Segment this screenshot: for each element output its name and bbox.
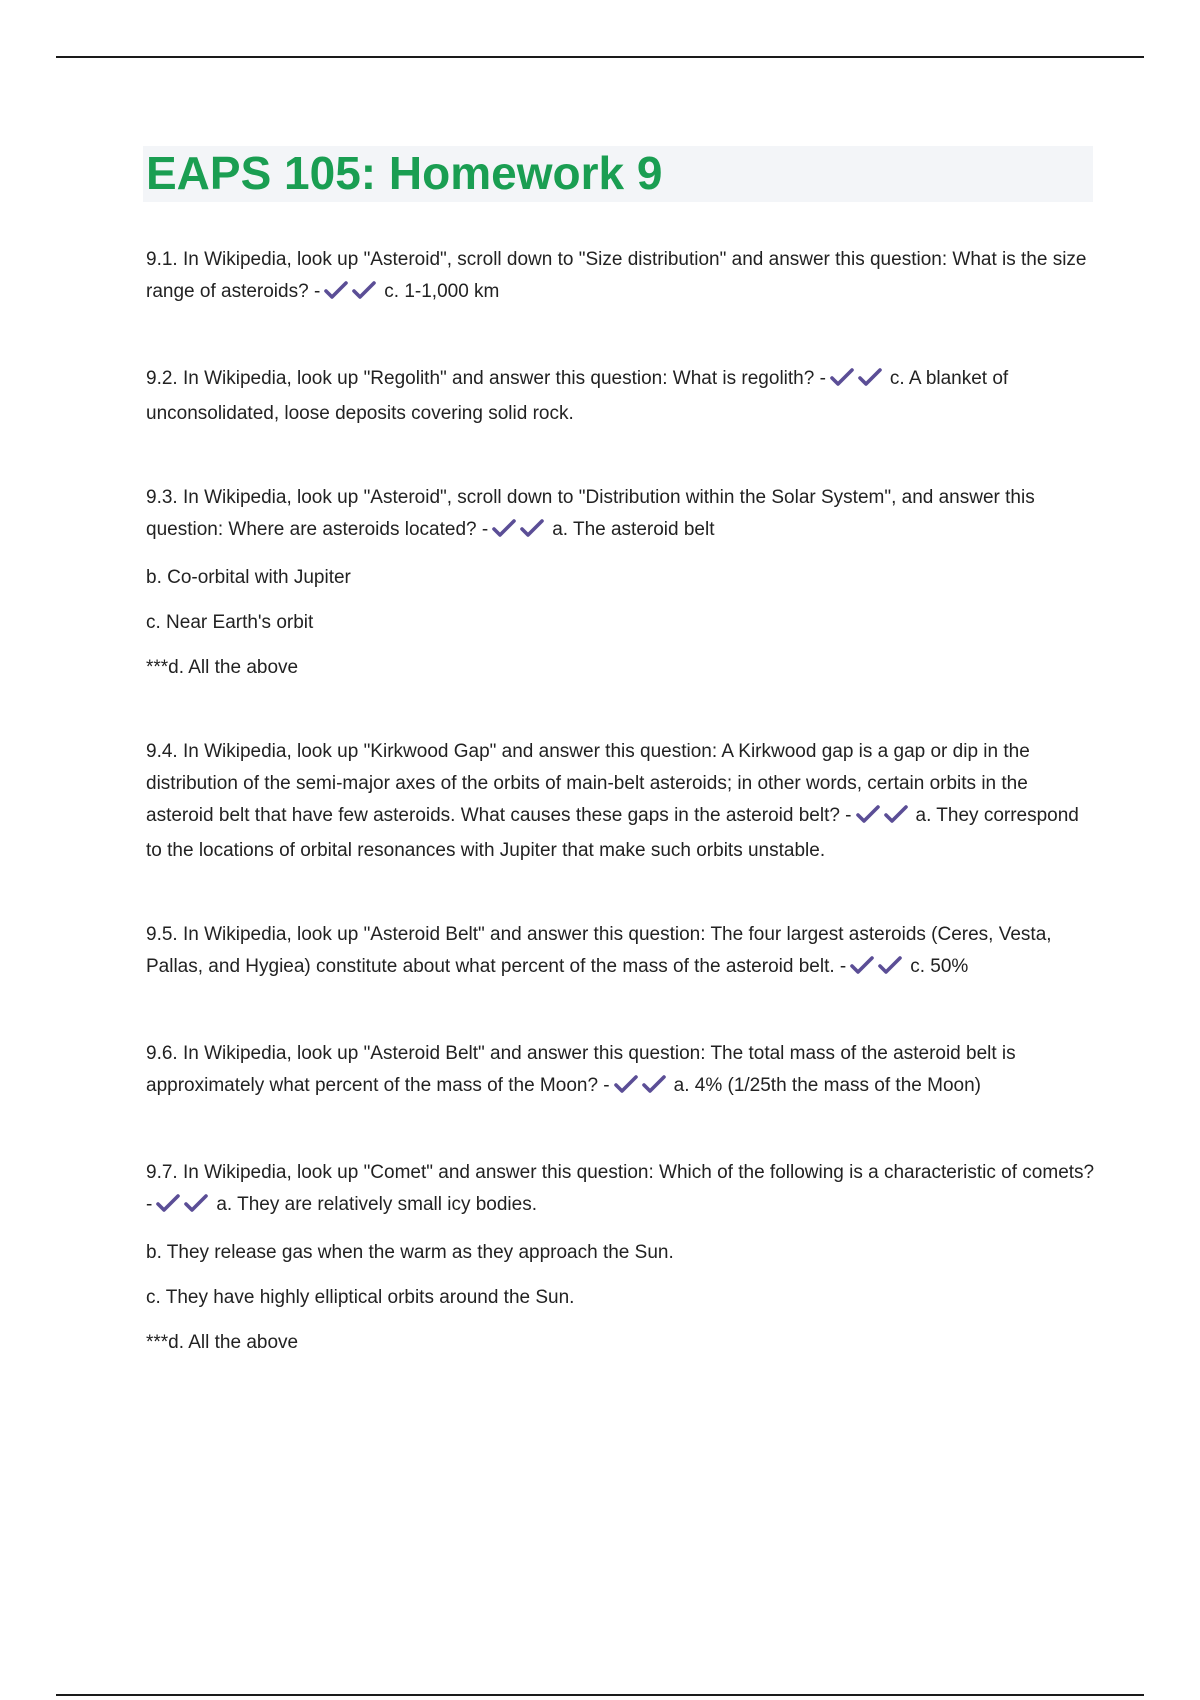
question-paragraph — [146, 363, 1096, 430]
check-mark-icon — [492, 518, 516, 538]
question-text: 9.2. In Wikipedia, look up "Regolith" and answer this question: What is regolith? - — [146, 368, 826, 389]
check-mark-icon — [614, 1074, 638, 1094]
check-marks — [156, 1192, 212, 1224]
check-marks — [324, 279, 380, 311]
question-item — [146, 1038, 1096, 1105]
question-item — [146, 919, 1096, 986]
question-text: 9.4. In Wikipedia, look up "Kirkwood Gap" and answer this question: A Kirkwood gap is a gap or dip in the distribution of the semi-major axes of the orbits of main-belt asteroids; in other words, certain orbits in the asteroid belt that have few asteroids. What causes these gaps in the asteroid belt? - — [146, 741, 1030, 826]
question-paragraph — [146, 482, 1096, 549]
question-item — [146, 1157, 1096, 1359]
answer-text: a. The asteroid belt — [552, 519, 715, 540]
check-mark-icon — [352, 280, 376, 300]
question-paragraph — [146, 1038, 1096, 1105]
answer-option: c. Near Earth's orbit — [146, 612, 314, 633]
check-mark-icon — [642, 1074, 666, 1094]
question-item — [146, 244, 1096, 311]
answer-option: c. They have highly elliptical orbits around the Sun. — [146, 1287, 575, 1308]
page-title: EAPS 105: Homework 9 — [146, 147, 663, 199]
check-mark-icon — [520, 518, 544, 538]
check-marks — [850, 954, 906, 986]
check-mark-icon — [858, 367, 882, 387]
question-item — [146, 363, 1096, 430]
question-text: 9.6. In Wikipedia, look up "Asteroid Belt" and answer this question: The total mass of the asteroid belt is approximately what percent of the mass of the Moon? - — [146, 1043, 1016, 1096]
answer-option: ***d. All the above — [146, 1332, 299, 1353]
answer-text: c. 50% — [910, 956, 969, 977]
footer-rule — [56, 1694, 1144, 1696]
question-text: 9.1. In Wikipedia, look up "Asteroid", scroll down to "Size distribution" and answer this question: What is the size range of asteroids? - — [146, 249, 1087, 302]
answer-text: a. They correspond to the locations of orbital resonances with Jupiter that make such orbits unstable. — [146, 805, 1079, 861]
question-paragraph — [146, 1157, 1096, 1224]
check-mark-icon — [850, 955, 874, 975]
answer-text: c. 1-1,000 km — [384, 281, 500, 302]
answer-text: a. 4% (1/25th the mass of the Moon) — [673, 1075, 981, 1096]
check-mark-icon — [156, 1193, 180, 1213]
question-paragraph — [146, 736, 1096, 867]
answer-option: ***d. All the above — [146, 657, 299, 678]
question-item — [146, 482, 1096, 684]
question-paragraph — [146, 919, 1096, 986]
questions-list — [146, 244, 1096, 1359]
question-text: 9.5. In Wikipedia, look up "Asteroid Belt" and answer this question: The four largest asteroids (Ceres, Vesta, Pallas, and Hygiea) constitute about what percent of the mass of the asteroid belt. - — [146, 924, 1052, 977]
question-paragraph — [146, 244, 1096, 311]
header-rule — [56, 56, 1144, 58]
question-text: 9.7. In Wikipedia, look up "Comet" and answer this question: Which of the following is a characteristic of comets? - — [146, 1162, 1095, 1215]
check-mark-icon — [184, 1193, 208, 1213]
question-item — [146, 736, 1096, 867]
check-marks — [830, 366, 886, 398]
check-marks — [614, 1073, 670, 1105]
check-mark-icon — [884, 804, 908, 824]
check-mark-icon — [856, 804, 880, 824]
answer-text: a. They are relatively small icy bodies. — [216, 1194, 537, 1215]
check-marks — [492, 517, 548, 549]
check-mark-icon — [830, 367, 854, 387]
question-text: 9.3. In Wikipedia, look up "Asteroid", scroll down to "Distribution within the Solar System", and answer this question: Where are asteroids located? - — [146, 487, 1035, 540]
check-marks — [856, 803, 912, 835]
answer-option: b. They release gas when the warm as they approach the Sun. — [146, 1242, 674, 1263]
check-mark-icon — [324, 280, 348, 300]
answer-text: c. A blanket of unconsolidated, loose deposits covering solid rock. — [146, 368, 1009, 424]
answer-option: b. Co-orbital with Jupiter — [146, 567, 351, 588]
check-mark-icon — [878, 955, 902, 975]
